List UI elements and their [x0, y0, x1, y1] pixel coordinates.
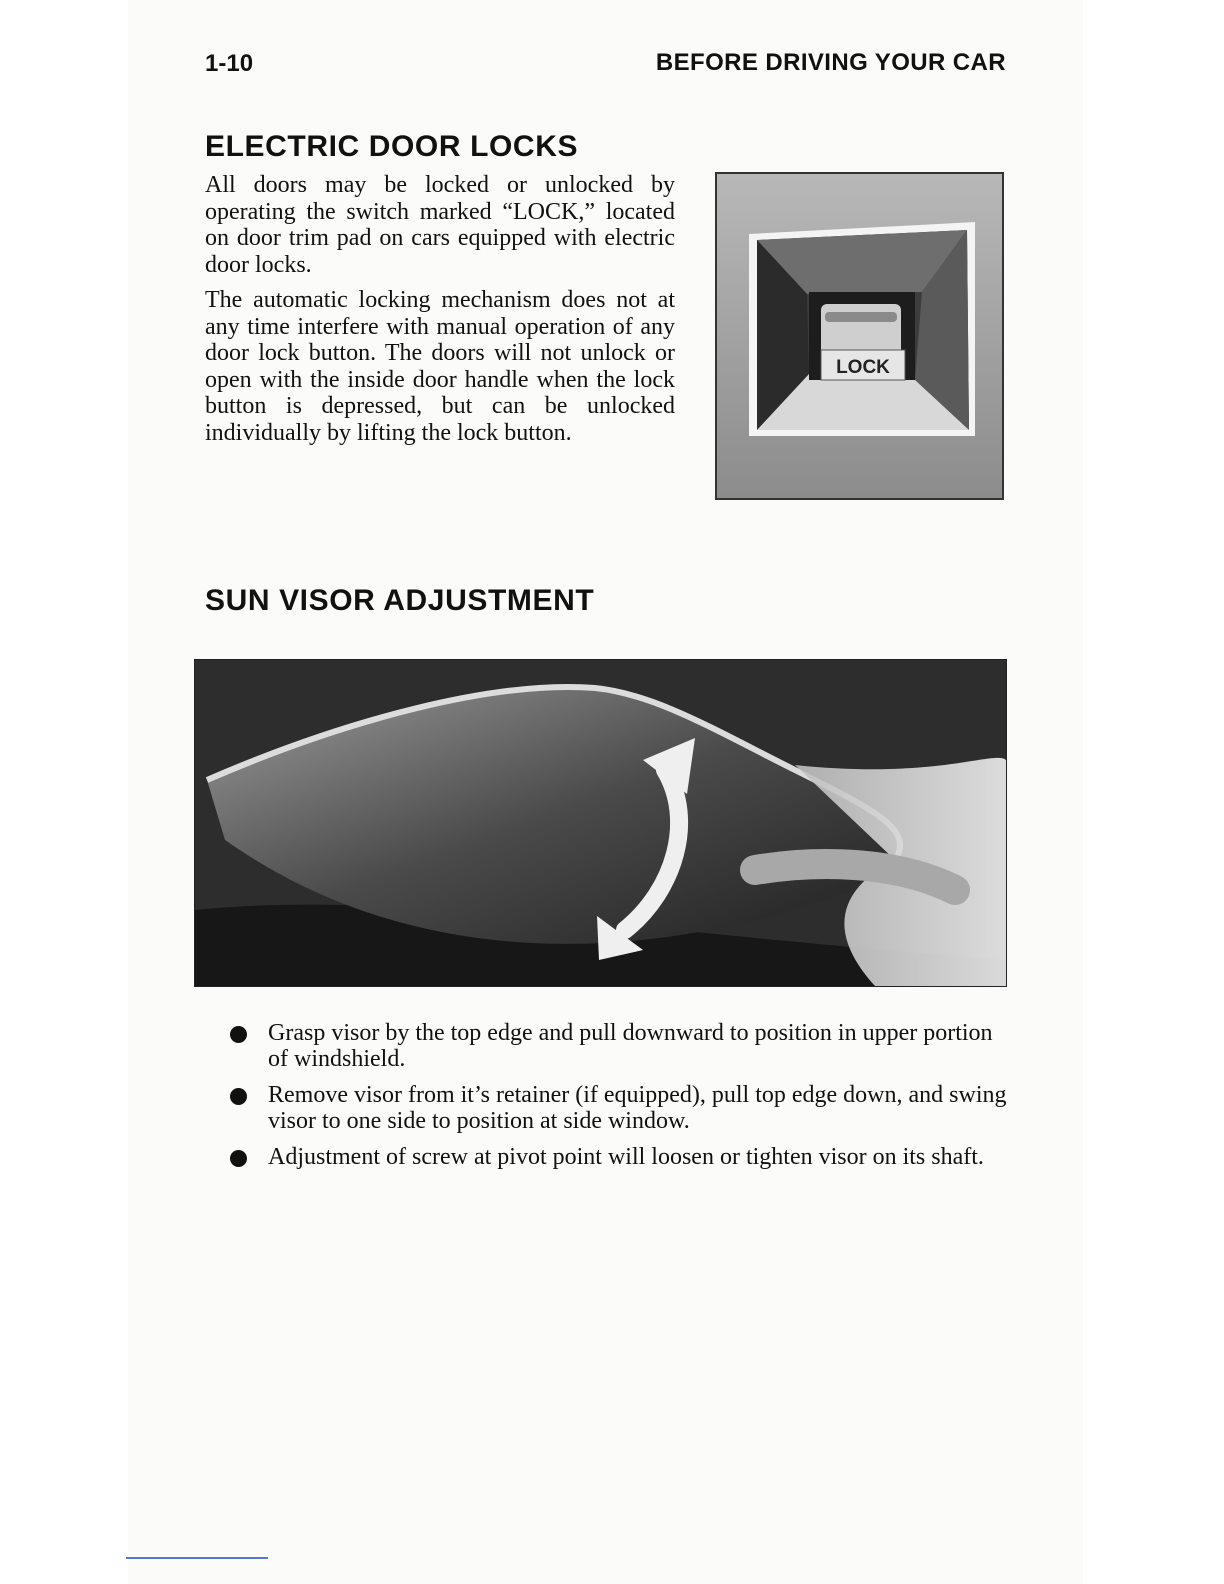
lock-switch-illustration [717, 174, 1002, 498]
sun-visor-instructions [228, 1020, 1008, 1180]
bullet-icon [230, 1088, 247, 1105]
list-item [228, 1144, 1008, 1170]
list-item [228, 1082, 1008, 1134]
door-locks-paragraph-2: The automatic locking mechanism does not at any time interfere with manual operation of any door lock button. The doors will not unlock or open with the inside door handle when the lock button is depressed, but can be unlocked individually by lifting the lock button. [205, 287, 675, 446]
chapter-title: BEFORE DRIVING YOUR CAR [655, 49, 1006, 76]
door-locks-heading: ELECTRIC DOOR LOCKS [205, 130, 579, 163]
instruction-text: Adjustment of screw at pivot point will loosen or tighten visor on its shaft. [268, 1144, 984, 1170]
sun-visor-heading: SUN VISOR ADJUSTMENT [205, 584, 595, 617]
footer-rule [126, 1557, 268, 1559]
instruction-text: Remove visor from it’s retainer (if equipped), pull top edge down, and swing visor to one side to position at side window. [268, 1082, 1007, 1134]
bullet-icon [230, 1150, 247, 1167]
door-locks-paragraph-1: All doors may be locked or unlocked by operating the switch marked “LOCK,” located on door trim pad on cars equipped with electric door locks. [205, 172, 675, 278]
lock-switch-label: LOCK [836, 357, 890, 378]
page-number: 1-10 [205, 50, 254, 77]
bullet-icon [230, 1026, 247, 1043]
instruction-text: Grasp visor by the top edge and pull downward to position in upper portion of windshield. [268, 1020, 993, 1072]
lock-switch-photo [715, 172, 1004, 500]
sun-visor-photo [194, 659, 1007, 987]
list-item [228, 1020, 1008, 1072]
sun-visor-illustration [195, 660, 1006, 986]
